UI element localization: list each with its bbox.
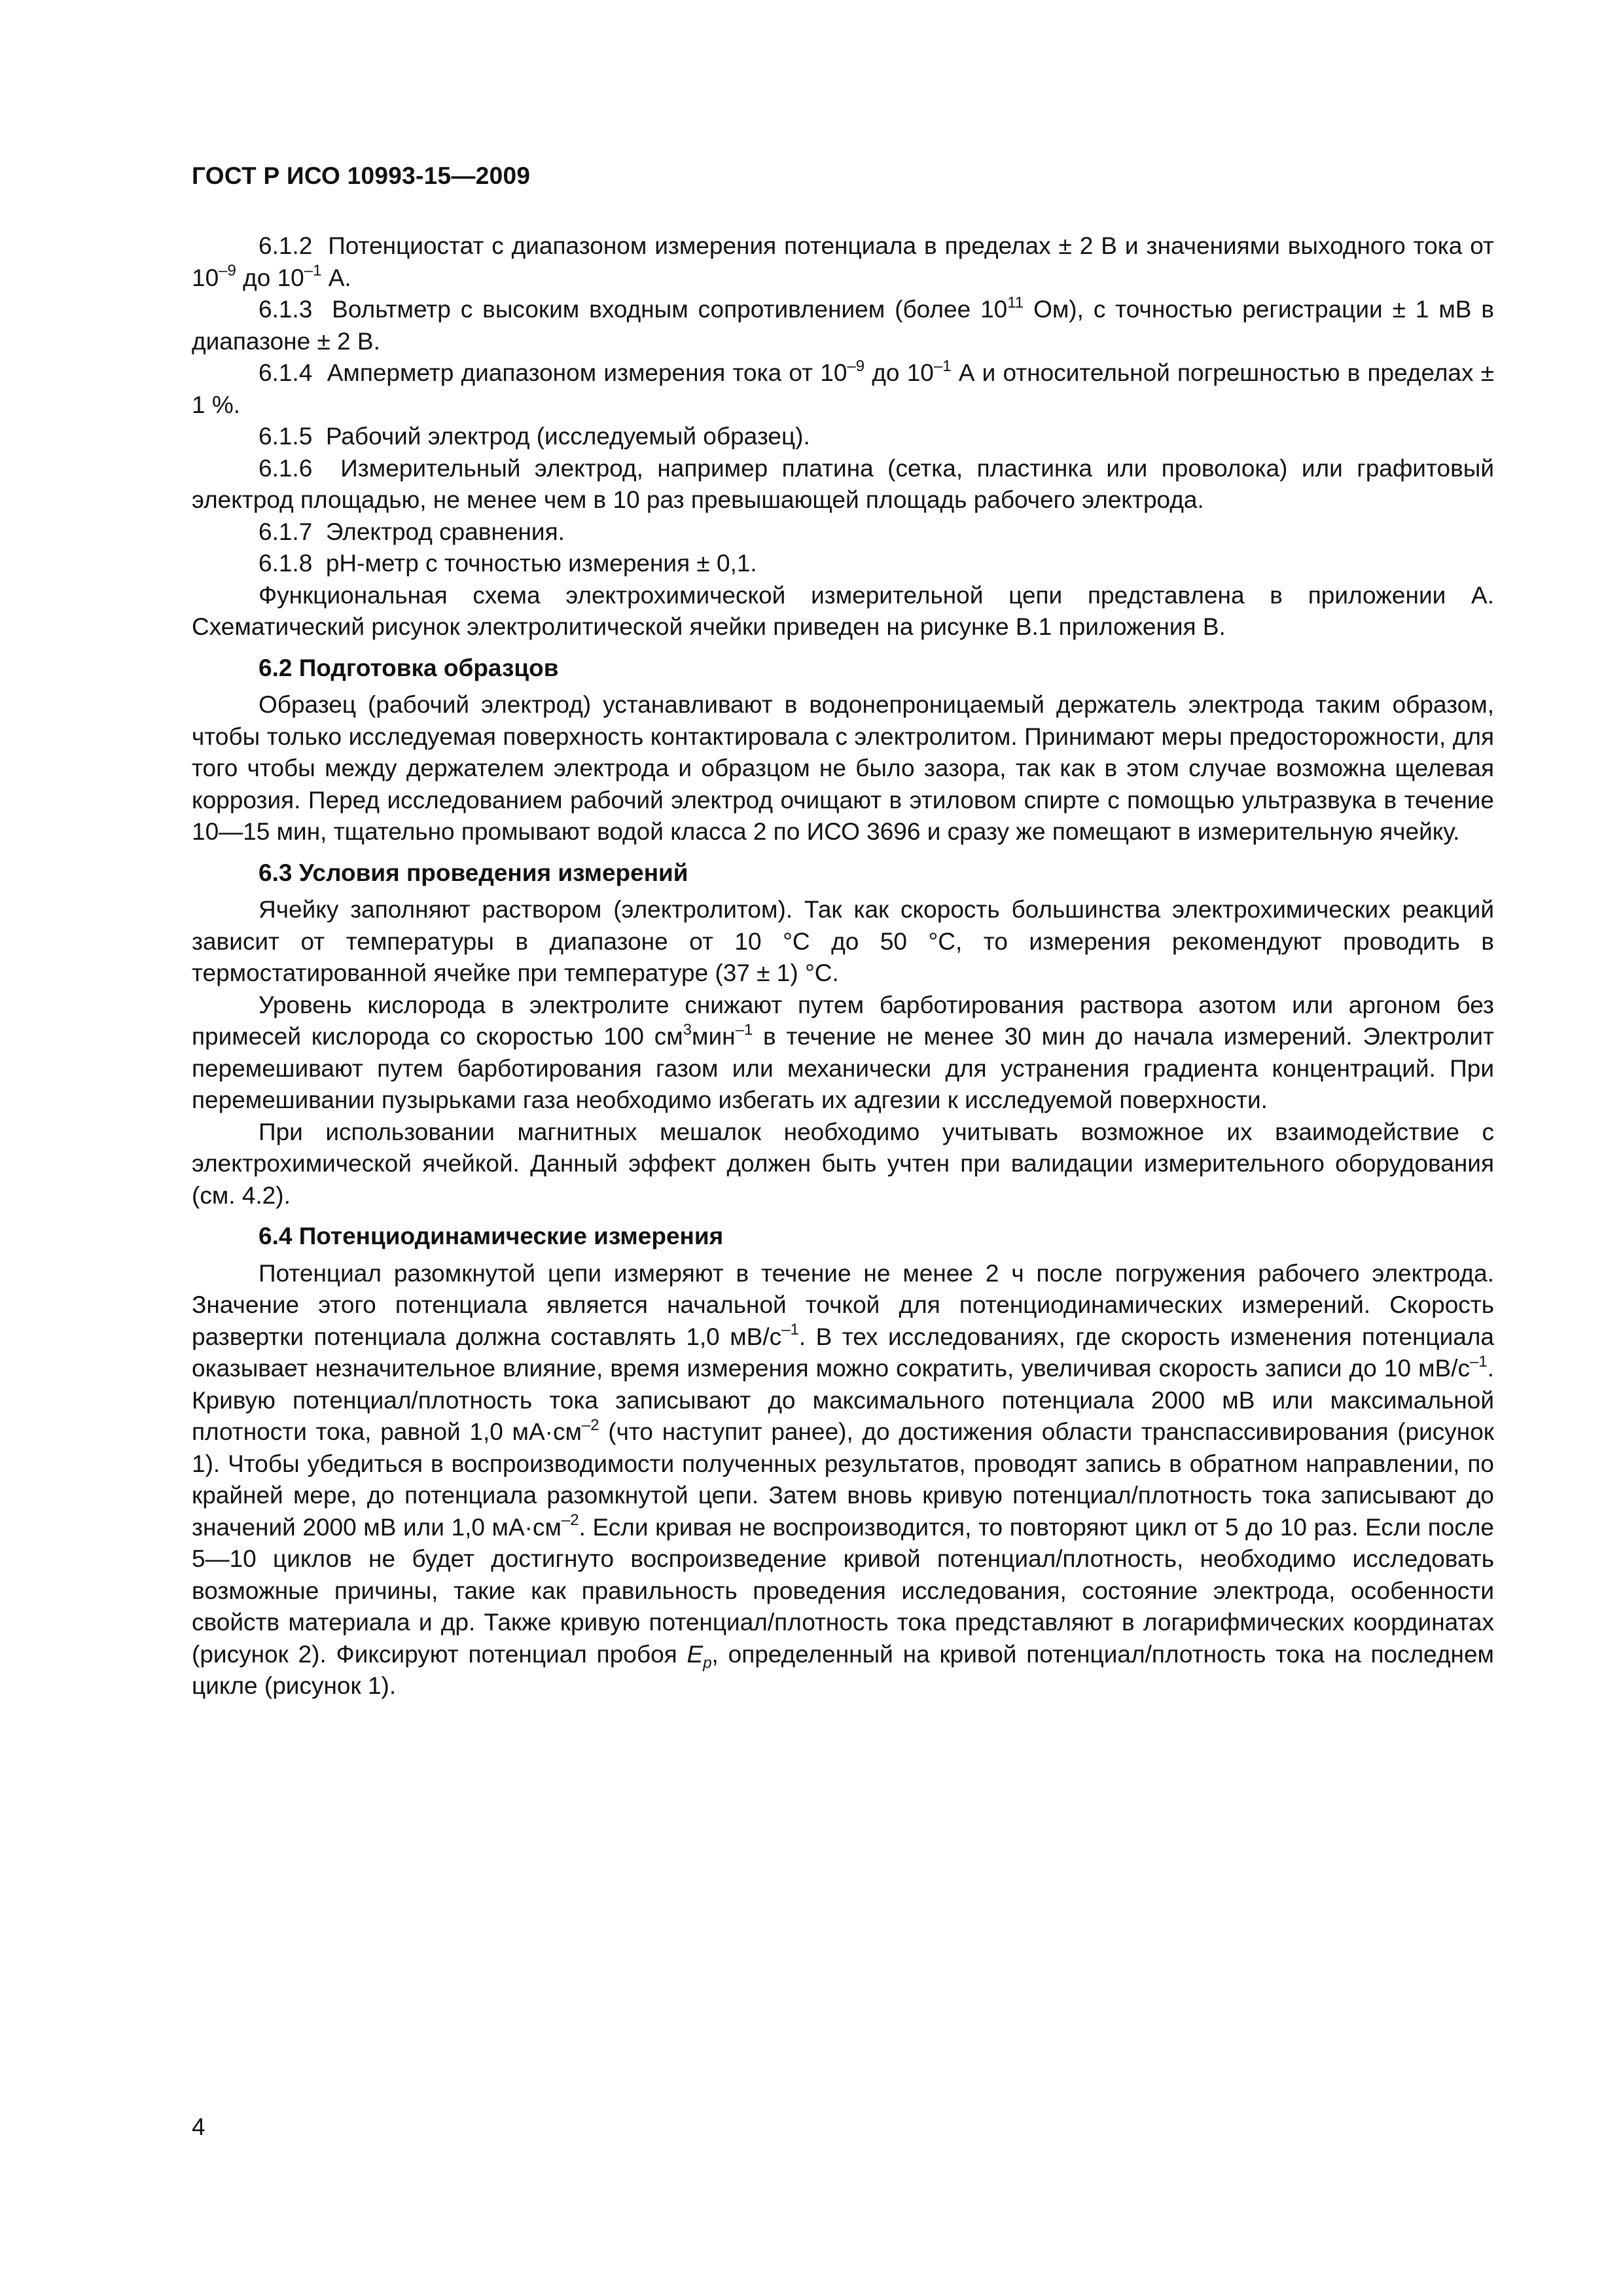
clause-6-1-3: 6.1.3 Вольтметр с высоким входным сопротивлением (более $10^{11}$ Ом), с точностью регистрации ± 1 мВ в диапазоне ± 2 В. <box>192 293 1495 355</box>
clause-6-1-8: 6.1.8 pH-метр с точностью измерения ± 0,1. <box>259 550 757 577</box>
clause-6-1-5: 6.1.5 Рабочий электрод (исследуемый образец). <box>259 423 810 450</box>
document-body <box>192 230 1494 1702</box>
standard-header: ГОСТ Р ИСО 10993-15—2009 <box>192 162 531 189</box>
paragraph-6-3-a: Ячейку заполняют раствором (электролитом). Так как скорость большинства электрохимических реакций зависит от температуры в диапазоне от 10 °С до 50 °С, то измерения рекомендуют проводить в термостатированной ячейке при температуре (37 ± 1) °С. <box>192 896 1494 986</box>
paragraph-6-4: Потенциал разомкнутой цепи измеряют в течение не менее 2 ч после погружения рабочего электрода. Значение этого потенциала является начальной точкой для потенциодинамических измерений. Скорость развертки потенциала должна составлять 1,0 $мВ/с^{-1}$. В тех исследованиях, где скорость изменения потенциала оказывает незначительное влияние, время измерения можно сократить, увеличивая скорость записи до 10 $мВ/с^{-1}$. Кривую потенциал/плотность тока записывают до максимального потенциала 2000 мВ или максимальной плотности тока, равной 1,0 $мА\cdot см^{-2}$ (что наступит ранее), до достижения области транспассивирования (рисунок 1). Чтобы убедиться в воспроизводимости полученных результатов, проводят запись в обратном направлении, по крайней мере, до потенциала разомкнутой цепи. Затем вновь кривую потенциал/плотность тока записывают до значений 2000 мВ или 1,0 $мА\cdot см^{-2}$. Если кривая не воспроизводится, то повторяют цикл от 5 до 10 раз. Если после 5—10 циклов не будет достигнуто воспроизведение кривой потенциал/плотность, необходимо исследовать возможные причины, такие как правильность проведения исследования, состояние электрода, особенности свойств материала и др. Также кривую потенциал/плотность тока представляют в логарифмических координатах (рисунок 2). Фиксируют потенциал пробоя $E_p$, определенный на кривой потенциал/плотность тока на последнем цикле (рисунок 1). <box>192 1259 1495 1699</box>
paragraph-6-3-b: Уровень кислорода в электролите снижают путем барботирования раствора азотом или аргоном без примесей кислорода со скоростью 100 $см^3мин^{-1}$ в течение не менее 30 мин до начала измерений. Электролит перемешивают путем барботирования газом или механически для устранения градиента концентраций. При перемешивании пузырьками газа необходимо избегать их адгезии к исследуемой поверхности. <box>192 991 1494 1113</box>
paragraph-6-2: Образец (рабочий электрод) устанавливают в водонепроницаемый держатель электрода таким образом, чтобы только исследуемая поверхность контактировала с электролитом. Принимают меры предосторожности, для того чтобы между держателем электрода и образцом не было зазора, так как в этом случае возможна щелевая коррозия. Перед исследованием рабочий электрод очищают в этиловом спирте с помощью ультразвука в течение 10—15 мин, тщательно промывают водой класса 2 по ИСО 3696 и сразу же помещают в измерительную ячейку. <box>192 691 1494 845</box>
paragraph-6-3-c: При использовании магнитных мешалок необходимо учитывать возможное их взаимодействие с электрохимической ячейкой. Данный эффект должен быть учтен при валидации измерительного оборудования (см. 4.2). <box>192 1118 1494 1209</box>
clause-6-1-7: 6.1.7 Электрод сравнения. <box>259 518 565 545</box>
clause-6-1-2: 6.1.2 Потенциостат с диапазоном измерения потенциала в пределах ± 2 В и значениями выходного тока от $10^{-9}$ до $10^{-1}$ А. <box>192 232 1495 291</box>
heading-6-4: 6.4 Потенциодинамические измерения <box>259 1223 724 1249</box>
heading-6-3: 6.3 Условия проведения измерений <box>259 859 688 886</box>
clause-6-1-6: 6.1.6 Измерительный электрод, например платина (сетка, пластинка или проволока) или графитовый электрод площадью, не менее чем в 10 раз превышающей площадь рабочего электрода. <box>192 454 1495 513</box>
page-number: 4 <box>192 2113 205 2140</box>
heading-6-2: 6.2 Подготовка образцов <box>259 654 559 681</box>
functional-scheme-paragraph: Функциональная схема электрохимической измерительной цепи представлена в приложении А. Схематический рисунок электролитической ячейки приведен на рисунке В.1 приложения В. <box>192 581 1494 640</box>
breakdown-potential-symbol: E <box>687 1640 704 1668</box>
clause-6-1-4: 6.1.4 Амперметр диапазоном измерения тока от $10^{-9}$ до $10^{-1}$ А и относительной погрешностью в пределах ± 1 %. <box>192 357 1494 418</box>
